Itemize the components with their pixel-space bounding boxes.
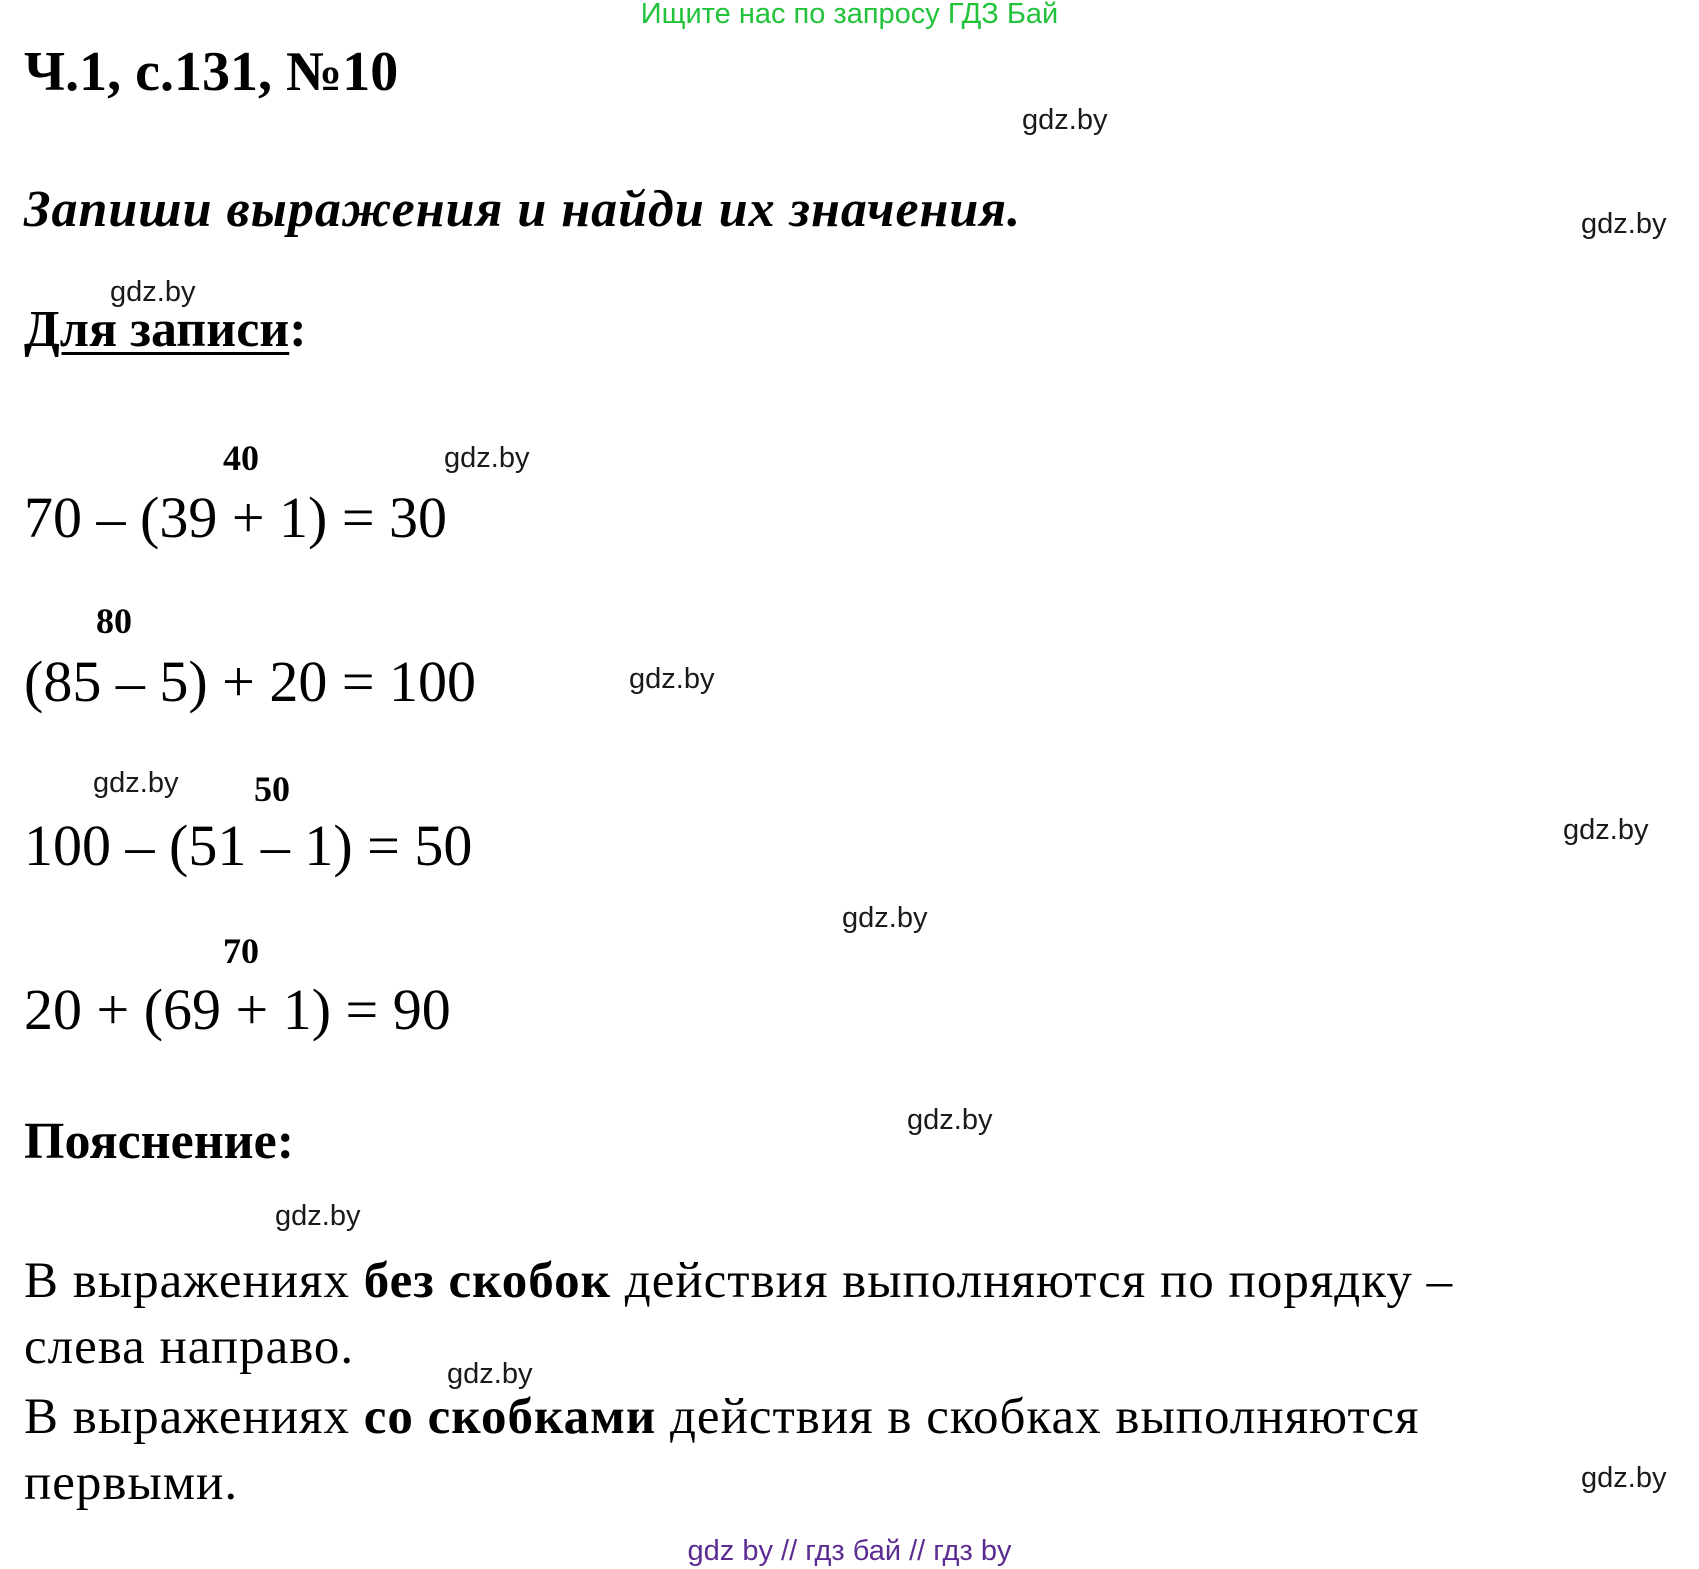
- record-heading: [24, 300, 307, 359]
- watermark: gdz.by: [1581, 208, 1667, 240]
- watermark: gdz.by: [110, 276, 196, 308]
- record-heading-text: Для записи: [24, 301, 290, 358]
- watermark: gdz.by: [629, 663, 715, 695]
- watermark: gdz.by: [1581, 1462, 1667, 1494]
- watermark: gdz.by: [907, 1104, 993, 1136]
- page-title: Ч.1, с.131, №10: [24, 41, 399, 103]
- watermark: gdz.by: [447, 1358, 533, 1390]
- equation: 20 + (69 + 1) = 90: [24, 977, 451, 1042]
- watermark: gdz.by: [1022, 104, 1108, 136]
- explanation-text: действия выполняются по порядку –: [611, 1253, 1454, 1309]
- top-banner: Ищите нас по запросу ГДЗ Бай: [640, 0, 1059, 30]
- explanation-emphasis: со скобками: [363, 1389, 657, 1445]
- explanation-text: действия в скобках выполняются: [656, 1389, 1420, 1445]
- explanation-line: [24, 1253, 1454, 1309]
- equation: 100 – (51 – 1) = 50: [24, 813, 473, 878]
- explanation-line: [24, 1389, 1420, 1445]
- explanation-emphasis: без скобок: [363, 1253, 612, 1309]
- intermediate-value: 50: [254, 769, 290, 809]
- explanation-line: слева направо.: [24, 1319, 355, 1375]
- explanation-heading: Пояснение:: [24, 1113, 295, 1170]
- intermediate-value: 70: [223, 931, 259, 971]
- intermediate-value: 40: [223, 438, 259, 478]
- watermark: gdz.by: [275, 1200, 361, 1232]
- equation: 70 – (39 + 1) = 30: [24, 485, 448, 550]
- watermark: gdz.by: [93, 767, 179, 799]
- explanation-line: первыми.: [24, 1455, 239, 1511]
- explanation-text: В выражениях: [24, 1389, 364, 1445]
- explanation-text: В выражениях: [24, 1253, 364, 1309]
- task-statement: Запиши выражения и найди их значения.: [24, 181, 1022, 238]
- equation: (85 – 5) + 20 = 100: [24, 649, 477, 714]
- record-heading-colon: :: [289, 301, 307, 358]
- footer-links: gdz by // гдз бай // гдз by: [687, 1535, 1012, 1567]
- intermediate-value: 80: [96, 601, 132, 641]
- watermark: gdz.by: [842, 902, 928, 934]
- watermark: gdz.by: [1563, 814, 1649, 846]
- watermark: gdz.by: [444, 442, 530, 474]
